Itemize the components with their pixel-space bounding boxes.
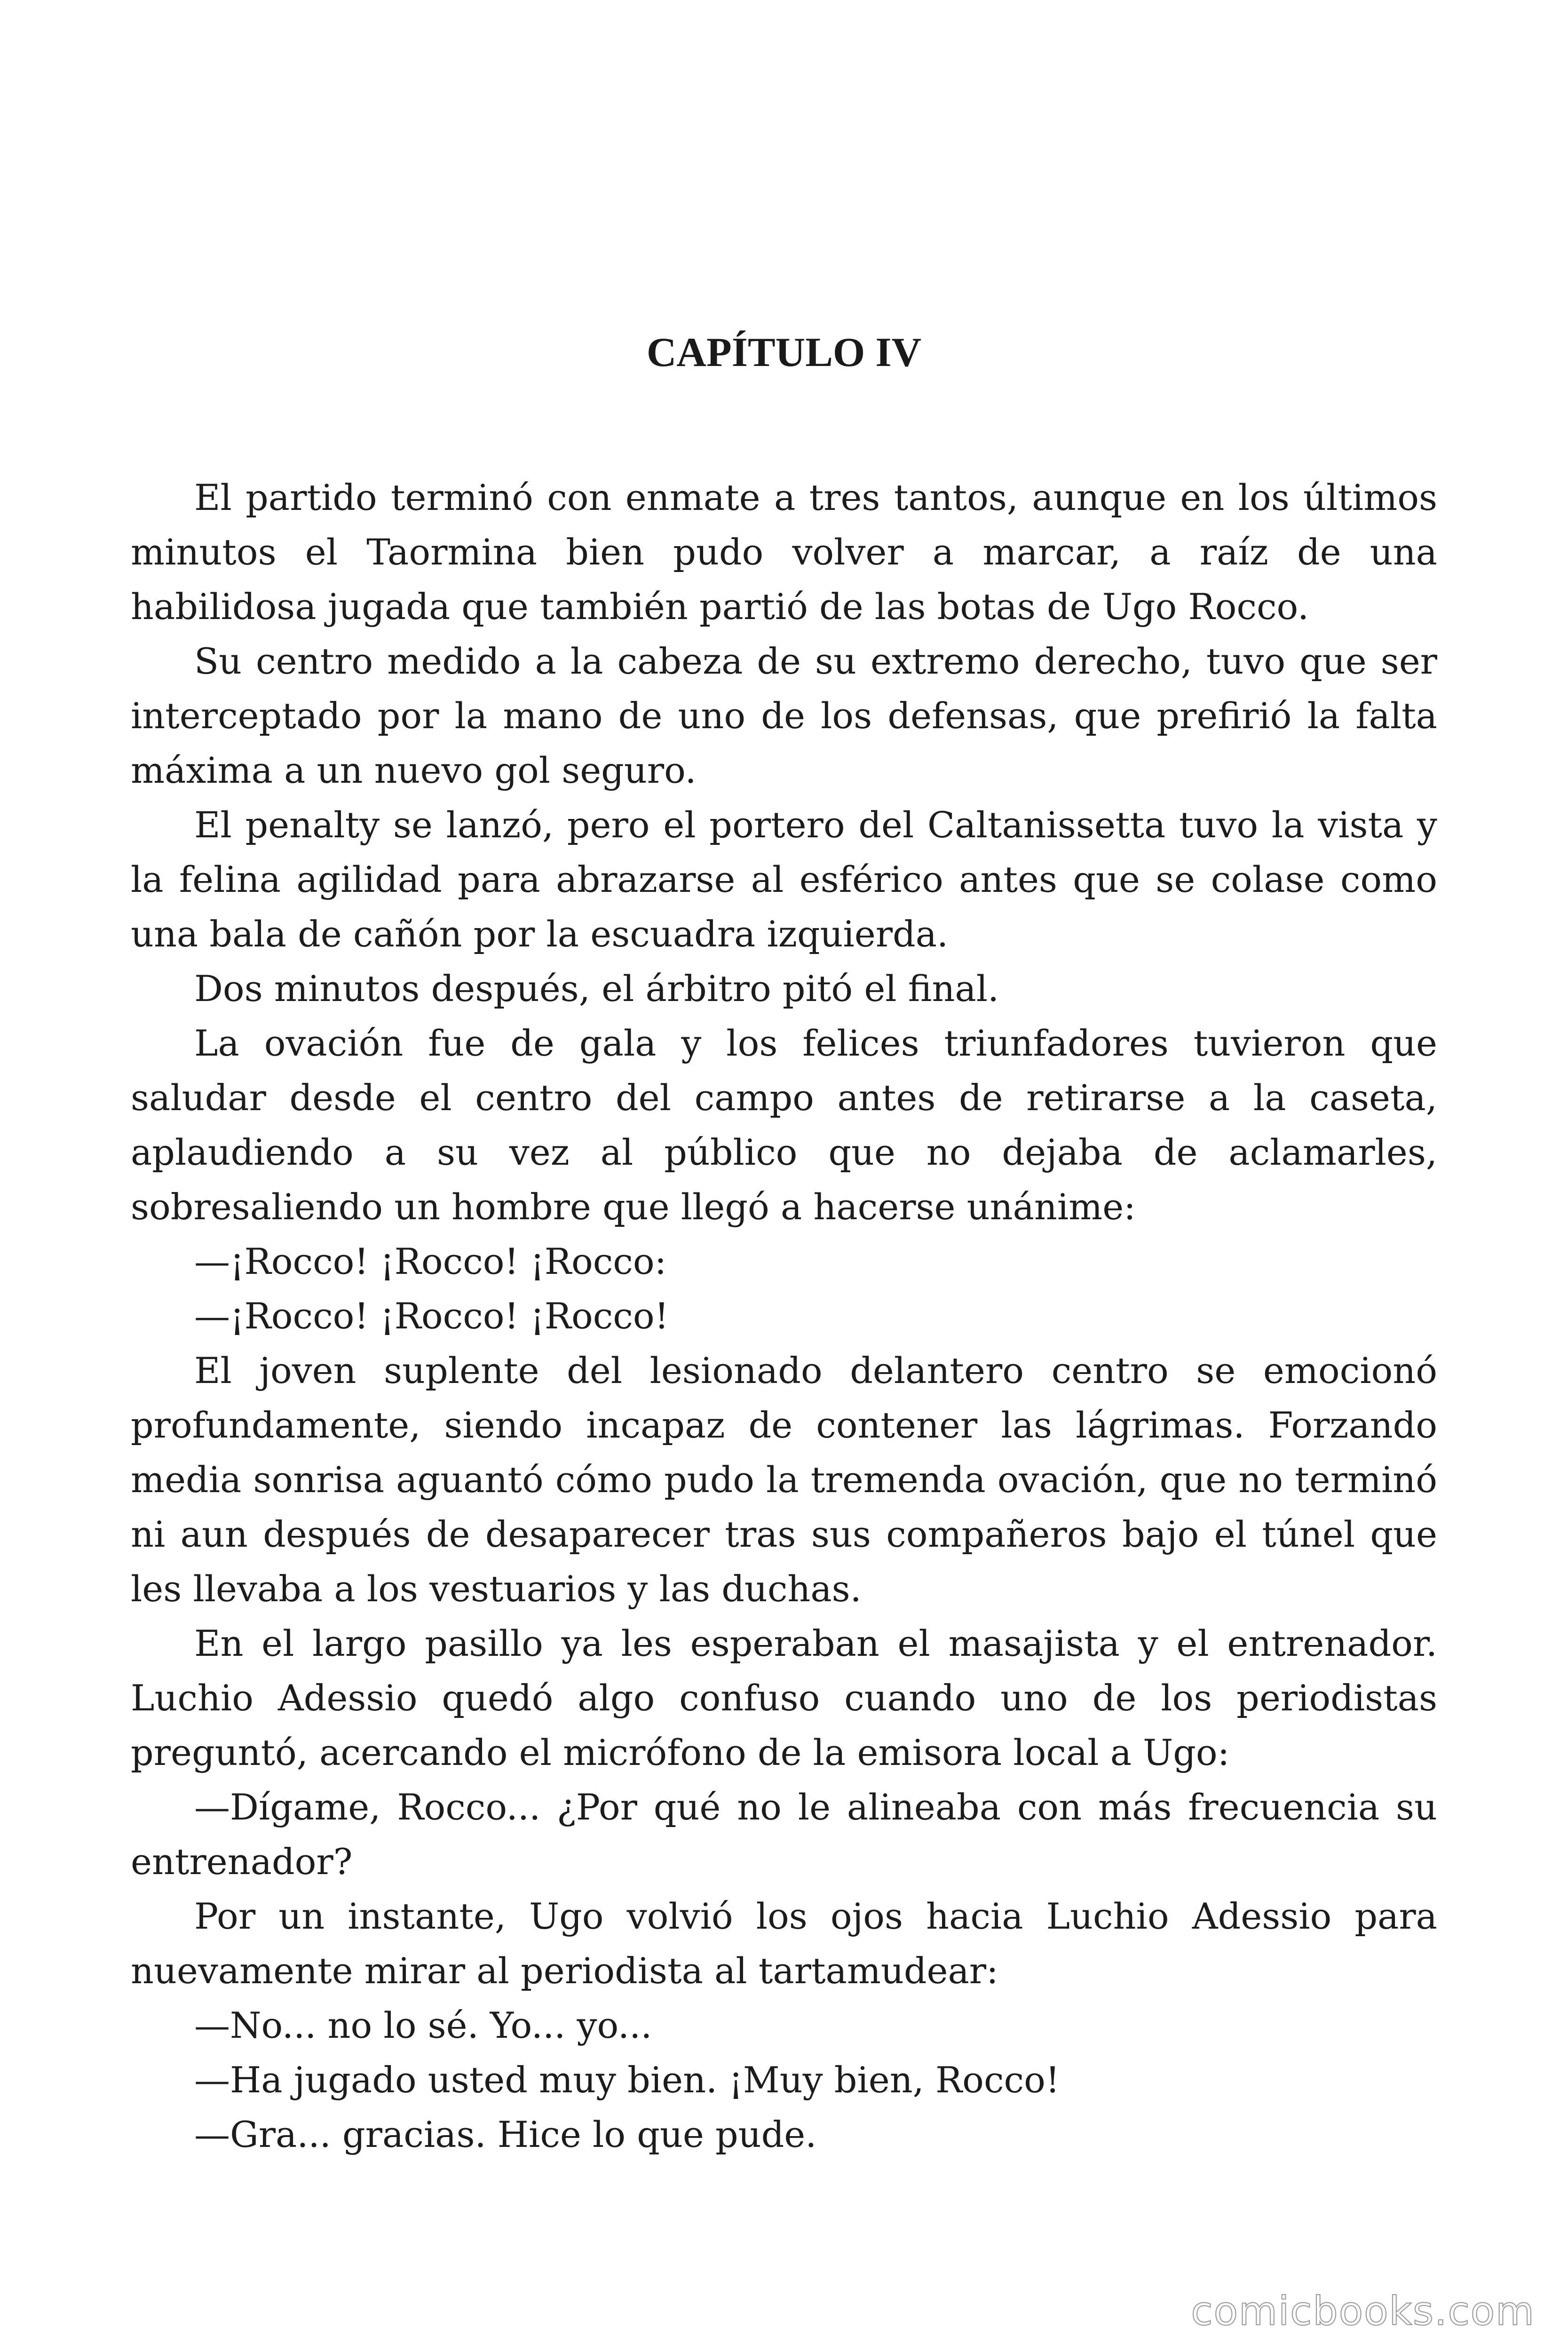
dialogue-line: —¡Rocco! ¡Rocco! ¡Rocco!: [194, 1295, 669, 1337]
dialogue-line: —Dígame, Rocco... ¿Por qué no le alineaba con más frecuencia su entrenador?: [131, 1786, 1437, 1883]
watermark: comicbooks.com: [1191, 2288, 1535, 2334]
paragraph: El joven suplente del lesionado delantero centro se emocionó profundamente, siendo incapaz de contener las lágrimas. Forzando media sonrisa aguantó cómo pudo la tremenda ovación, que no terminó ni aun después de desaparecer tras sus compañeros bajo el túnel que les llevaba a los vestuarios y las duchas.: [131, 1350, 1437, 1610]
chapter-title: CAPÍTULO IV: [646, 330, 922, 375]
dialogue-line: —Ha jugado usted muy bien. ¡Muy bien, Rocco!: [194, 2059, 1060, 2101]
paragraph: El penalty se lanzó, pero el portero del Caltanissetta tuvo la vista y la felina agilidad para abrazarse al esférico antes que se colase como una bala de cañón por la escuadra izquierda.: [131, 804, 1437, 955]
chapter-body: [131, 470, 1437, 2162]
paragraph: La ovación fue de gala y los felices triunfadores tuvieron que saludar desde el centro del campo antes de retirarse a la caseta, aplaudiendo a su vez al público que no dejaba de aclamarles, sobresaliendo un hombre que llegó a hacerse unánime:: [131, 1022, 1437, 1228]
dialogue-line: —No... no lo sé. Yo... yo...: [194, 2004, 652, 2046]
paragraph: Su centro medido a la cabeza de su extremo derecho, tuvo que ser interceptado por la mano de uno de los defensas, que prefirió la falta máxima a un nuevo gol seguro.: [131, 640, 1437, 791]
paragraph: Por un instante, Ugo volvió los ojos hacia Luchio Adessio para nuevamente mirar al periodista al tartamudear:: [131, 1895, 1437, 1992]
dialogue-line: —Gra... gracias. Hice lo que pude.: [194, 2114, 817, 2155]
paragraph: En el largo pasillo ya les esperaban el masajista y el entrenador. Luchio Adessio quedó algo confuso cuando uno de los periodistas preguntó, acercando el micrófono de la emisora local a Ugo:: [131, 1622, 1437, 1773]
paragraph: El partido terminó con enmate a tres tantos, aunque en los últimos minutos el Taormina bien pudo volver a marcar, a raíz de una habilidosa jugada que también partió de las botas de Ugo Rocco.: [131, 477, 1437, 628]
dialogue-line: —¡Rocco! ¡Rocco! ¡Rocco:: [194, 1240, 667, 1282]
paragraph: Dos minutos después, el árbitro pitó el final.: [194, 968, 999, 1009]
